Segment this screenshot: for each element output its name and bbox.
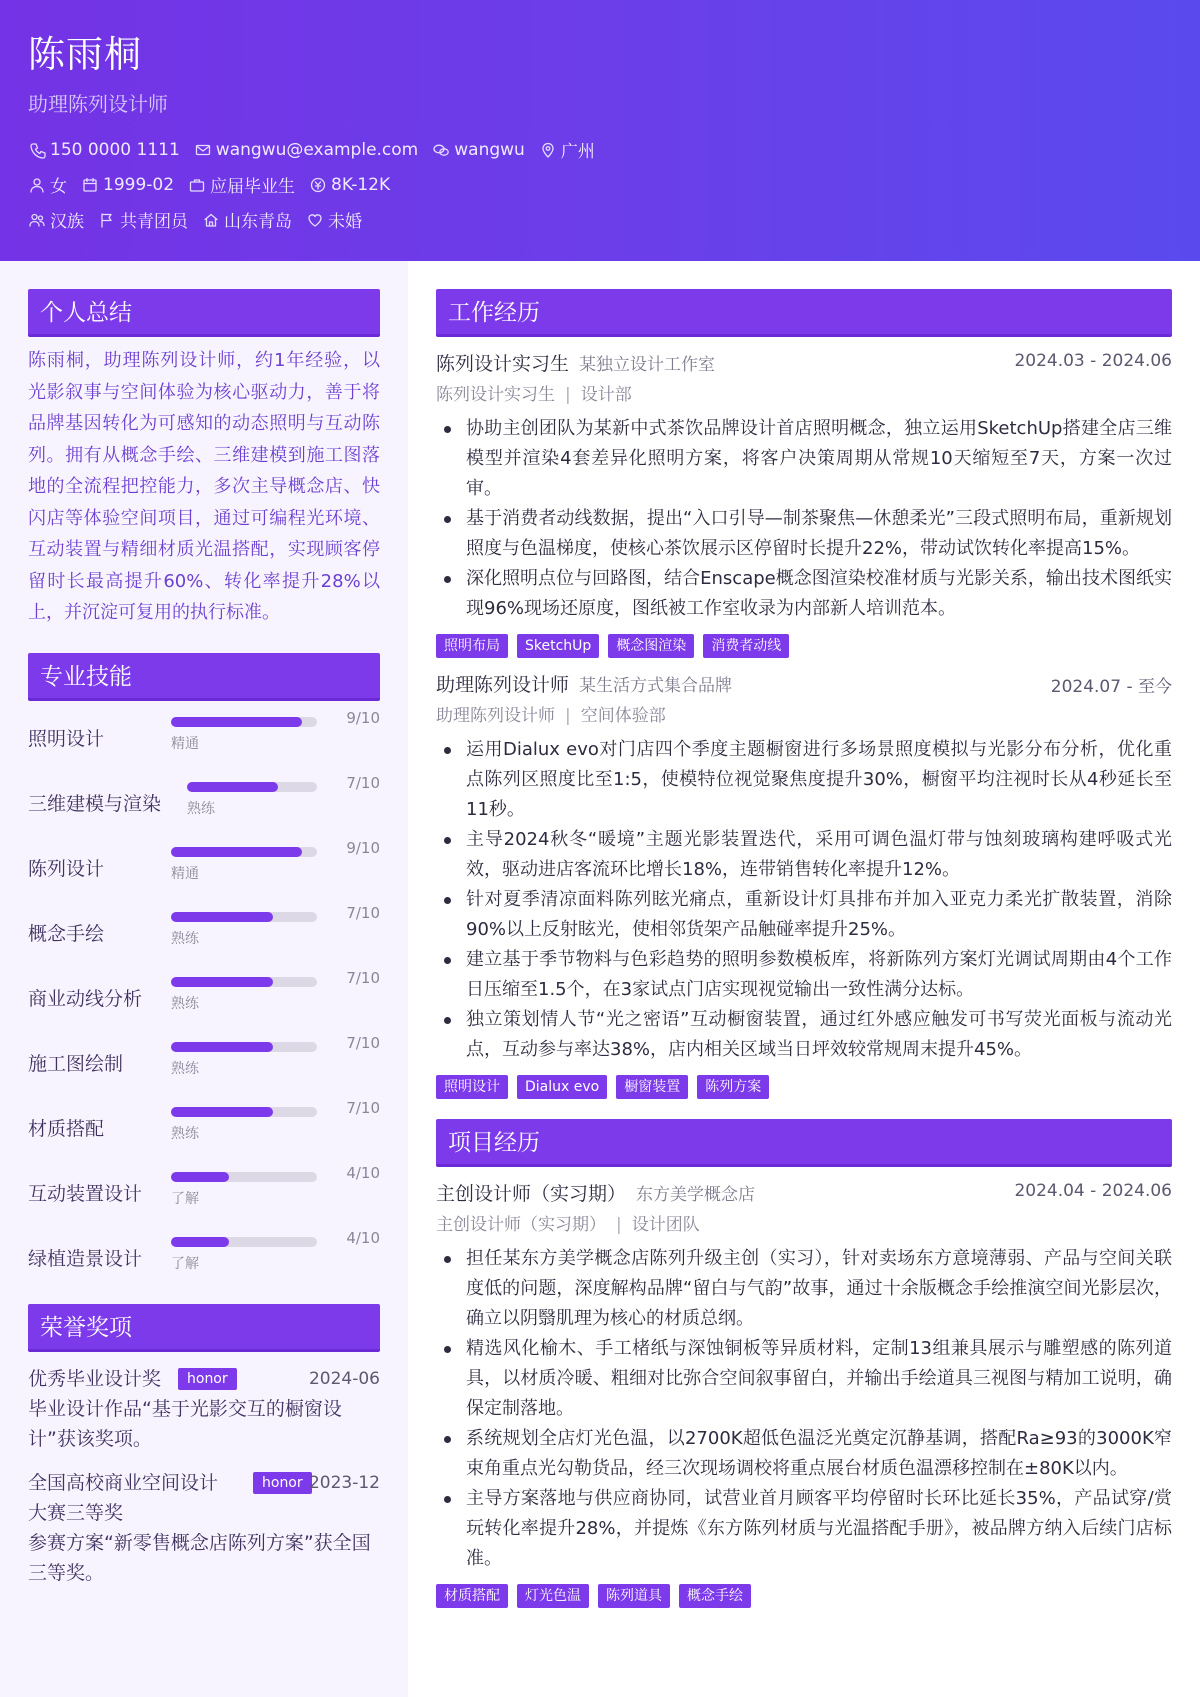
work-section-title: 工作经历 — [436, 289, 1172, 337]
entry-department: 空间体验部 — [580, 706, 666, 726]
tag: 照明设计 — [436, 1075, 508, 1099]
skill-score: 7/10 — [346, 1098, 380, 1117]
info-text: 150 0000 1111 — [50, 139, 180, 160]
entry-separator: | — [565, 385, 571, 405]
skill-name: 三维建模与渲染 — [28, 792, 162, 815]
tag: Dialux evo — [517, 1075, 607, 1099]
entry-role: 陈列设计实习生 — [436, 385, 555, 405]
skill-level: 了解 — [171, 1190, 199, 1207]
entry-department: 设计部 — [580, 385, 632, 405]
bullet-item: 担任某东方美学概念店陈列升级主创（实习），针对卖场东方意境薄弱、产品与空间关联度低的问题，深度解构品牌“留白与气韵”故事，通过十余版概念手绘推演空间光影层次，确立以阴翳肌理为核心的材质总纲。 — [436, 1244, 1172, 1334]
tag: 陈列道具 — [598, 1584, 670, 1608]
tag: SketchUp — [517, 634, 599, 658]
skill-item — [28, 1099, 380, 1164]
heart-icon — [306, 211, 324, 229]
tag: 概念图渲染 — [608, 634, 694, 658]
skill-progress-bar — [171, 1042, 317, 1052]
skill-item — [28, 1034, 380, 1099]
skill-progress-fill — [171, 717, 302, 727]
honor-name: 优秀毕业设计奖 — [28, 1367, 162, 1390]
honor-head — [28, 1364, 380, 1394]
skills-section-title: 专业技能 — [28, 653, 380, 701]
entry-date: 2024.04 - 2024.06 — [1014, 1181, 1172, 1201]
bullet-item: 针对夏季清凉面料陈列眩光痛点，重新设计灯具排布并加入亚克力柔光扩散装置，消除90%以上反射眩光，使相邻货架产品触碰率提升25%。 — [436, 885, 1172, 945]
entry-organization: 某生活方式集合品牌 — [579, 676, 733, 696]
briefcase-icon — [188, 176, 206, 194]
salary-icon — [309, 176, 327, 194]
skill-progress-bar — [171, 847, 317, 857]
skill-score: 9/10 — [346, 838, 380, 857]
tag: 照明布局 — [436, 634, 508, 658]
entry-organization: 某独立设计工作室 — [579, 355, 716, 375]
tag: 陈列方案 — [697, 1075, 769, 1099]
info-text: 汉族 — [50, 212, 84, 232]
entry-bullets — [436, 414, 1172, 624]
honor-item — [28, 1364, 380, 1454]
skill-progress-bar — [171, 1172, 317, 1182]
entry-tags — [436, 634, 1172, 658]
info-row — [28, 202, 1172, 237]
honor-name: 全国高校商业空间设计大赛三等奖 — [28, 1471, 219, 1524]
info-item — [81, 175, 174, 195]
bullet-item: 深化照明点位与回路图，结合Enscape概念图渲染校准材质与光影关系，输出技术图纸实现96%现场还原度，图纸被工作室收录为内部新人培训范本。 — [436, 564, 1172, 624]
info-item — [28, 207, 84, 232]
entry-subtitle — [436, 1210, 1172, 1240]
candidate-title: 助理陈列设计师 — [28, 92, 168, 116]
skill-score: 7/10 — [346, 903, 380, 922]
info-item — [432, 140, 525, 160]
info-item — [28, 140, 180, 160]
info-item — [306, 207, 362, 232]
home-icon — [202, 211, 220, 229]
bullet-item: 主导方案落地与供应商协同，试营业首月顾客平均停留时长环比延长35%，产品试穿/赏玩转化率提升28%，并提炼《东方陈列材质与光温搭配手册》，被品牌方纳入后续门店标准。 — [436, 1484, 1172, 1574]
skill-progress-bar — [171, 977, 317, 987]
skill-progress-bar — [171, 1107, 317, 1117]
skill-name: 施工图绘制 — [28, 1052, 124, 1075]
skill-progress-bar — [187, 782, 317, 792]
skill-level: 熟练 — [171, 995, 199, 1012]
skill-level: 熟练 — [171, 1060, 199, 1077]
entry-title: 助理陈列设计师 — [436, 674, 570, 696]
user-icon — [28, 176, 46, 194]
entry-separator: | — [616, 1215, 622, 1235]
summary-section-title: 个人总结 — [28, 289, 380, 337]
contact-info — [28, 132, 1172, 237]
skill-level: 精通 — [171, 865, 199, 882]
skill-level: 熟练 — [171, 930, 199, 947]
summary-text: 陈雨桐，助理陈列设计师，约1年经验，以光影叙事与空间体验为核心驱动力，善于将品牌基因转化为可感知的动态照明与互动陈列。拥有从概念手绘、三维建模到施工图落地的全流程把控能力，多次主导概念店、快闪店等体验空间项目，通过可编程光环境、互动装置与精细材质光温搭配，实现顾客停留时长最高提升60%、转化率提升28%以上，并沉淀可复用的执行标准。 — [28, 350, 380, 623]
skill-name: 照明设计 — [28, 727, 105, 750]
info-row — [28, 132, 1172, 167]
entry-subtitle — [436, 380, 1172, 410]
info-text: 广州 — [560, 142, 595, 162]
skill-name: 商业动线分析 — [28, 987, 143, 1010]
skill-progress-bar — [171, 912, 317, 922]
entry-header — [436, 670, 1172, 701]
bullet-item: 精选风化榆木、手工楮纸与深蚀铜板等异质材料，定制13组兼具展示与雕塑感的陈列道具，以材质冷暖、粗细对比弥合空间叙事留白，并输出手绘道具三视图与精加工说明，确保定制落地。 — [436, 1334, 1172, 1424]
bullet-item: 运用Dialux evo对门店四个季度主题橱窗进行多场景照度模拟与光影分布分析，优化重点陈列区照度比至1:5，使模特位视觉聚焦度提升30%，橱窗平均注视时长从4秒延长至11秒。 — [436, 735, 1172, 825]
right-column — [408, 261, 1200, 1697]
entry-header — [436, 349, 1172, 380]
entry-tags — [436, 1075, 1172, 1099]
tag: 灯光色温 — [517, 1584, 589, 1608]
entry-bullets — [436, 735, 1172, 1065]
entry-subtitle — [436, 701, 1172, 731]
entry-title: 主创设计师（实习期） — [436, 1183, 627, 1205]
bullet-item: 主导2024秋冬“暖境”主题光影装置迭代，采用可调色温灯带与蚀刻玻璃构建呼吸式光效，驱动进店客流环比增长18%，连带销售转化率提升12%。 — [436, 825, 1172, 885]
honor-item — [28, 1468, 380, 1588]
info-item — [309, 175, 390, 195]
bullet-item: 系统规划全店灯光色温，以2700K超低色温泛光奠定沉静基调，搭配Ra≥93的3000K窄束角重点光勾勒货品，经三次现场调校将重点展台材质色温漂移控制在±80K以内。 — [436, 1424, 1172, 1484]
skill-item — [28, 1229, 380, 1294]
skill-item — [28, 904, 380, 969]
skill-name: 绿植造景设计 — [28, 1247, 143, 1270]
skill-item — [28, 969, 380, 1034]
skill-progress-fill — [171, 1172, 229, 1182]
entry-bullets — [436, 1244, 1172, 1574]
tag: 消费者动线 — [703, 634, 789, 658]
info-item — [539, 137, 595, 162]
entry-separator: | — [565, 706, 571, 726]
skill-progress-fill — [171, 1042, 273, 1052]
info-text: 未婚 — [328, 212, 362, 232]
skill-item — [28, 709, 380, 774]
info-item — [202, 207, 292, 232]
skill-score: 9/10 — [346, 708, 380, 727]
honor-description: 参赛方案“新零售概念店陈列方案”获全国三等奖。 — [28, 1531, 371, 1584]
calendar-icon — [81, 176, 99, 194]
entry-title: 陈列设计实习生 — [436, 353, 570, 375]
skill-score: 7/10 — [346, 773, 380, 792]
resume-header — [0, 0, 1200, 261]
entry-department: 设计团队 — [631, 1215, 700, 1235]
skill-progress-fill — [171, 847, 302, 857]
skill-name: 材质搭配 — [28, 1117, 105, 1140]
skill-level: 熟练 — [171, 1125, 199, 1142]
skill-name: 陈列设计 — [28, 857, 105, 880]
entry-role: 助理陈列设计师 — [436, 706, 555, 726]
info-text: wangwu — [454, 139, 525, 160]
info-text: 8K-12K — [331, 174, 391, 195]
info-item — [194, 140, 418, 160]
mail-icon — [194, 141, 212, 159]
skill-item — [28, 1164, 380, 1229]
work-list — [436, 349, 1172, 1099]
skill-progress-fill — [171, 977, 273, 987]
tag: 概念手绘 — [679, 1584, 751, 1608]
info-row — [28, 167, 1172, 202]
skill-level: 了解 — [171, 1255, 199, 1272]
skill-level: 熟练 — [187, 800, 215, 817]
projects-list — [436, 1179, 1172, 1608]
entry-tags — [436, 1584, 1172, 1608]
skill-name: 概念手绘 — [28, 922, 105, 945]
skill-level: 精通 — [171, 735, 199, 752]
skill-progress-fill — [171, 1107, 273, 1117]
wechat-icon — [432, 141, 450, 159]
projects-section-title: 项目经历 — [436, 1119, 1172, 1167]
info-text: 共青团员 — [120, 212, 188, 232]
skill-score: 7/10 — [346, 968, 380, 987]
skill-item — [28, 774, 380, 839]
skill-progress-fill — [171, 1237, 229, 1247]
honor-head — [28, 1468, 380, 1528]
entry-organization: 东方美学概念店 — [636, 1185, 756, 1205]
skill-progress-bar — [171, 717, 317, 727]
info-text: 1999-02 — [103, 174, 175, 195]
info-text: 女 — [50, 177, 67, 197]
skill-progress-bar — [171, 1237, 317, 1247]
skill-score: 7/10 — [346, 1033, 380, 1052]
tag: 材质搭配 — [436, 1584, 508, 1608]
honor-date: 2023-12 — [308, 1472, 380, 1493]
info-text: 山东青岛 — [224, 212, 292, 232]
flag-icon — [98, 211, 116, 229]
skill-progress-fill — [171, 912, 273, 922]
skills-list — [28, 709, 380, 1294]
entry-header — [436, 1179, 1172, 1210]
info-text: wangwu@example.com — [215, 139, 419, 160]
bullet-item: 基于消费者动线数据，提出“入口引导—制茶聚焦—休憩柔光”三段式照明布局，重新规划照度与色温梯度，使核心茶饮展示区停留时长提升22%，带动试饮转化率提高15%。 — [436, 504, 1172, 564]
bullet-item: 独立策划情人节“光之密语”互动橱窗装置，通过红外感应触发可书写荧光面板与流动光点，互动参与率达38%，店内相关区域当日坪效较常规周末提升45%。 — [436, 1005, 1172, 1065]
entry-role: 主创设计师（实习期） — [436, 1215, 606, 1235]
honor-tag: honor — [178, 1368, 237, 1390]
bullet-item: 建立基于季节物料与色彩趋势的照明参数模板库，将新陈列方案灯光调试周期由4个工作日压缩至1.5个，在3家试点门店实现视觉输出一致性满分达标。 — [436, 945, 1172, 1005]
location-icon — [539, 141, 557, 159]
entry-date: 2024.03 - 2024.06 — [1014, 351, 1172, 371]
info-item — [28, 172, 67, 197]
skill-progress-fill — [187, 782, 278, 792]
skill-name: 互动装置设计 — [28, 1182, 143, 1205]
skill-score: 4/10 — [346, 1163, 380, 1182]
honor-date: 2024-06 — [308, 1368, 380, 1389]
honors-section-title: 荣誉奖项 — [28, 1304, 380, 1352]
entry-date: 2024.07 - 至今 — [1050, 677, 1172, 697]
bullet-item: 协助主创团队为某新中式茶饮品牌设计首店照明概念，独立运用SketchUp搭建全店三维模型并渲染4套差异化照明方案，将客户决策周期从常规10天缩短至7天，方案一次过审。 — [436, 414, 1172, 504]
people-icon — [28, 211, 46, 229]
info-item — [98, 207, 188, 232]
candidate-name: 陈雨桐 — [28, 33, 142, 76]
info-text: 应届毕业生 — [210, 177, 296, 197]
skill-item — [28, 839, 380, 904]
honor-tag: honor — [253, 1472, 312, 1494]
left-column — [0, 261, 408, 1697]
honor-description: 毕业设计作品“基于光影交互的橱窗设计”获该奖项。 — [28, 1397, 342, 1450]
skill-score: 4/10 — [346, 1228, 380, 1247]
info-item — [188, 172, 295, 197]
honors-list — [28, 1364, 380, 1588]
phone-icon — [28, 141, 46, 159]
tag: 橱窗装置 — [616, 1075, 688, 1099]
